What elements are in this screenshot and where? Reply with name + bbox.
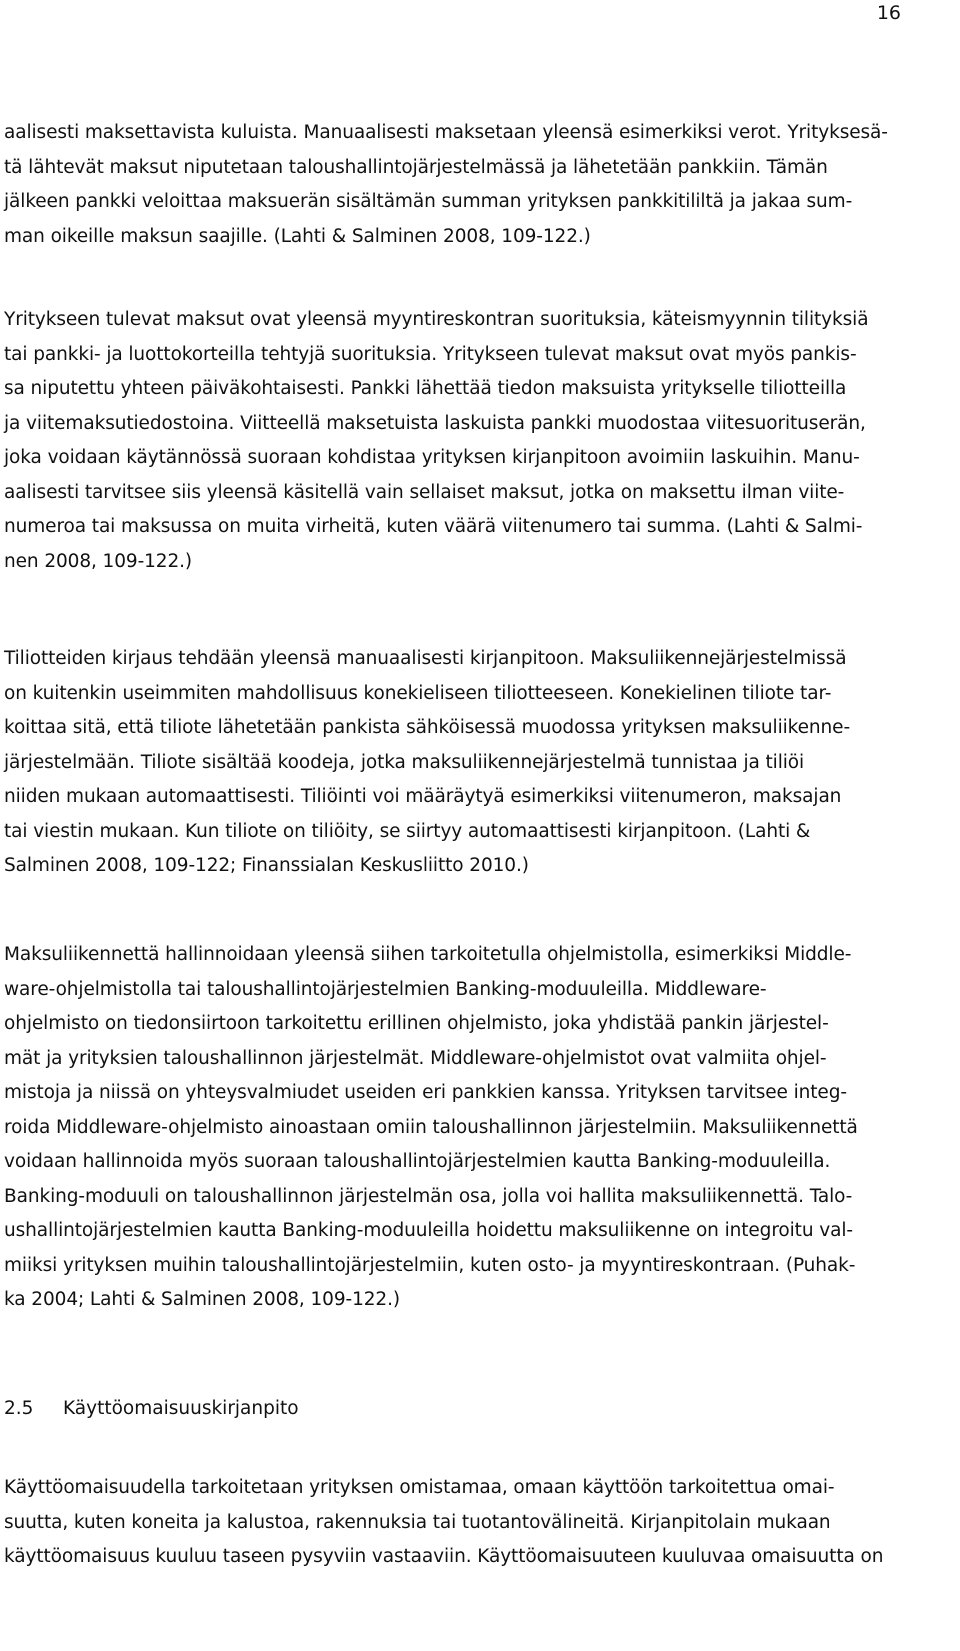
text-line: käyttöomaisuus kuuluu taseen pysyviin vastaaviin. Käyttöomaisuuteen kuuluvaa omaisuutta on	[4, 1546, 884, 1567]
text-line: ushallintojärjestelmien kautta Banking-moduuleilla hoidettu maksuliikenne on integroitu val-	[4, 1220, 853, 1241]
text-line: tä lähtevät maksut niputetaan taloushallintojärjestelmässä ja lähetetään pankkiin. Tämän	[4, 156, 828, 178]
section-paragraph	[4, 1471, 907, 1575]
text-line: nen 2008, 109-122.)	[4, 550, 193, 572]
text-line: Salminen 2008, 109-122; Finanssialan Keskusliitto 2010.)	[4, 855, 529, 876]
text-line: järjestelmään. Tiliote sisältää koodeja, jotka maksuliikennejärjestelmä tunnistaa ja tiliöi	[4, 751, 805, 773]
text-line: roida Middleware-ohjelmisto ainoastaan omiin taloushallinnon järjestelmiin. Maksuliikennettä	[4, 1116, 858, 1138]
text-line: joka voidaan käytännössä suoraan kohdistaa yrityksen kirjanpitoon avoimiin laskuihin. Manu-	[4, 447, 860, 468]
text-line: Banking-moduuli on taloushallinnon järjestelmän osa, jolla voi hallita maksuliikennettä. Talo-	[4, 1185, 853, 1207]
section-title: Käyttöomaisuuskirjanpito	[63, 1398, 299, 1419]
paragraph-3	[4, 642, 907, 884]
text-line: man oikeille maksun saajille. (Lahti & Salminen 2008, 109-122.)	[4, 225, 591, 247]
text-line: numeroa tai maksussa on muita virheitä, kuten väärä viitenumero tai summa. (Lahti & Salmi-	[4, 516, 863, 537]
paragraph-1	[4, 116, 907, 254]
text-line: sa niputettu yhteen päiväkohtaisesti. Pankki lähettää tiedon maksuista yritykselle tiliotteilla	[4, 378, 847, 399]
text-line: jälkeen pankki veloittaa maksuerän sisältämän summan yrityksen pankkitililtä ja jakaa sum-	[4, 191, 853, 212]
text-line: mät ja yrityksien taloushallinnon järjestelmät. Middleware-ohjelmistot ovat valmiita ohjel-	[4, 1047, 827, 1069]
text-line: suutta, kuten koneita ja kalustoa, rakennuksia tai tuotantovälineitä. Kirjanpitolain mukaan	[4, 1511, 831, 1533]
text-line: ohjelmisto on tiedonsiirtoon tarkoitettu erillinen ohjelmisto, joka yhdistää pankin järjestel-	[4, 1013, 829, 1034]
text-line: on kuitenkin useimmiten mahdollisuus konekieliseen tiliotteeseen. Konekielinen tiliote tar-	[4, 682, 832, 704]
text-line: Yritykseen tulevat maksut ovat yleensä myyntireskontran suorituksia, käteismyynnin tilityksiä	[4, 309, 869, 330]
text-line: voidaan hallinnoida myös suoraan taloushallintojärjestelmien kautta Banking-moduuleilla.	[4, 1151, 831, 1172]
section-number: 2.5	[4, 1398, 34, 1419]
text-line: tai pankki- ja luottokorteilla tehtyjä suorituksia. Yritykseen tulevat maksut ovat myös pankis-	[4, 343, 857, 365]
text-line: niiden mukaan automaattisesti. Tiliöinti voi määräytyä esimerkiksi viitenumeron, maksajan	[4, 786, 842, 807]
text-line: mistoja ja niissä on yhteysvalmiudet useiden eri pankkien kanssa. Yrityksen tarvitsee integ-	[4, 1082, 847, 1103]
text-line: tai viestin mukaan. Kun tiliote on tiliöity, se siirtyy automaattisesti kirjanpitoon. (Lahti &	[4, 820, 811, 842]
text-line: ja viitemaksutiedostoina. Viitteellä maksetuista laskuista pankki muodostaa viitesuorituserän,	[4, 412, 866, 434]
text-line: miiksi yrityksen muihin taloushallintojärjestelmiin, kuten osto- ja myyntireskontraan. (Puhak-	[4, 1254, 856, 1276]
text-line: Maksuliikennettä hallinnoidaan yleensä siihen tarkoitetulla ohjelmistolla, esimerkiksi Middle-	[4, 944, 852, 965]
text-line: aalisesti tarvitsee siis yleensä käsitellä vain sellaiset maksut, jotka on maksettu ilman viite-	[4, 481, 845, 503]
paragraph-2	[4, 303, 907, 579]
page-number: 16	[876, 2, 901, 24]
text-line: ware-ohjelmistolla tai taloushallintojärjestelmien Banking-moduuleilla. Middleware-	[4, 978, 767, 1000]
text-line: ka 2004; Lahti & Salminen 2008, 109-122.)	[4, 1289, 400, 1310]
text-line: koittaa sitä, että tiliote lähetetään pankista sähköisessä muodossa yrityksen maksuliikenne-	[4, 717, 851, 738]
paragraph-4	[4, 938, 907, 1318]
text-line: Käyttöomaisuudella tarkoitetaan yrityksen omistamaa, omaan käyttöön tarkoitettua omai-	[4, 1477, 835, 1498]
text-line: Tiliotteiden kirjaus tehdään yleensä manuaalisesti kirjanpitoon. Maksuliikennejärjestelmissä	[4, 648, 847, 669]
text-line: aalisesti maksettavista kuluista. Manuaalisesti maksetaan yleensä esimerkiksi verot. Yrityksesä-	[4, 122, 888, 143]
section-heading	[4, 1392, 299, 1426]
